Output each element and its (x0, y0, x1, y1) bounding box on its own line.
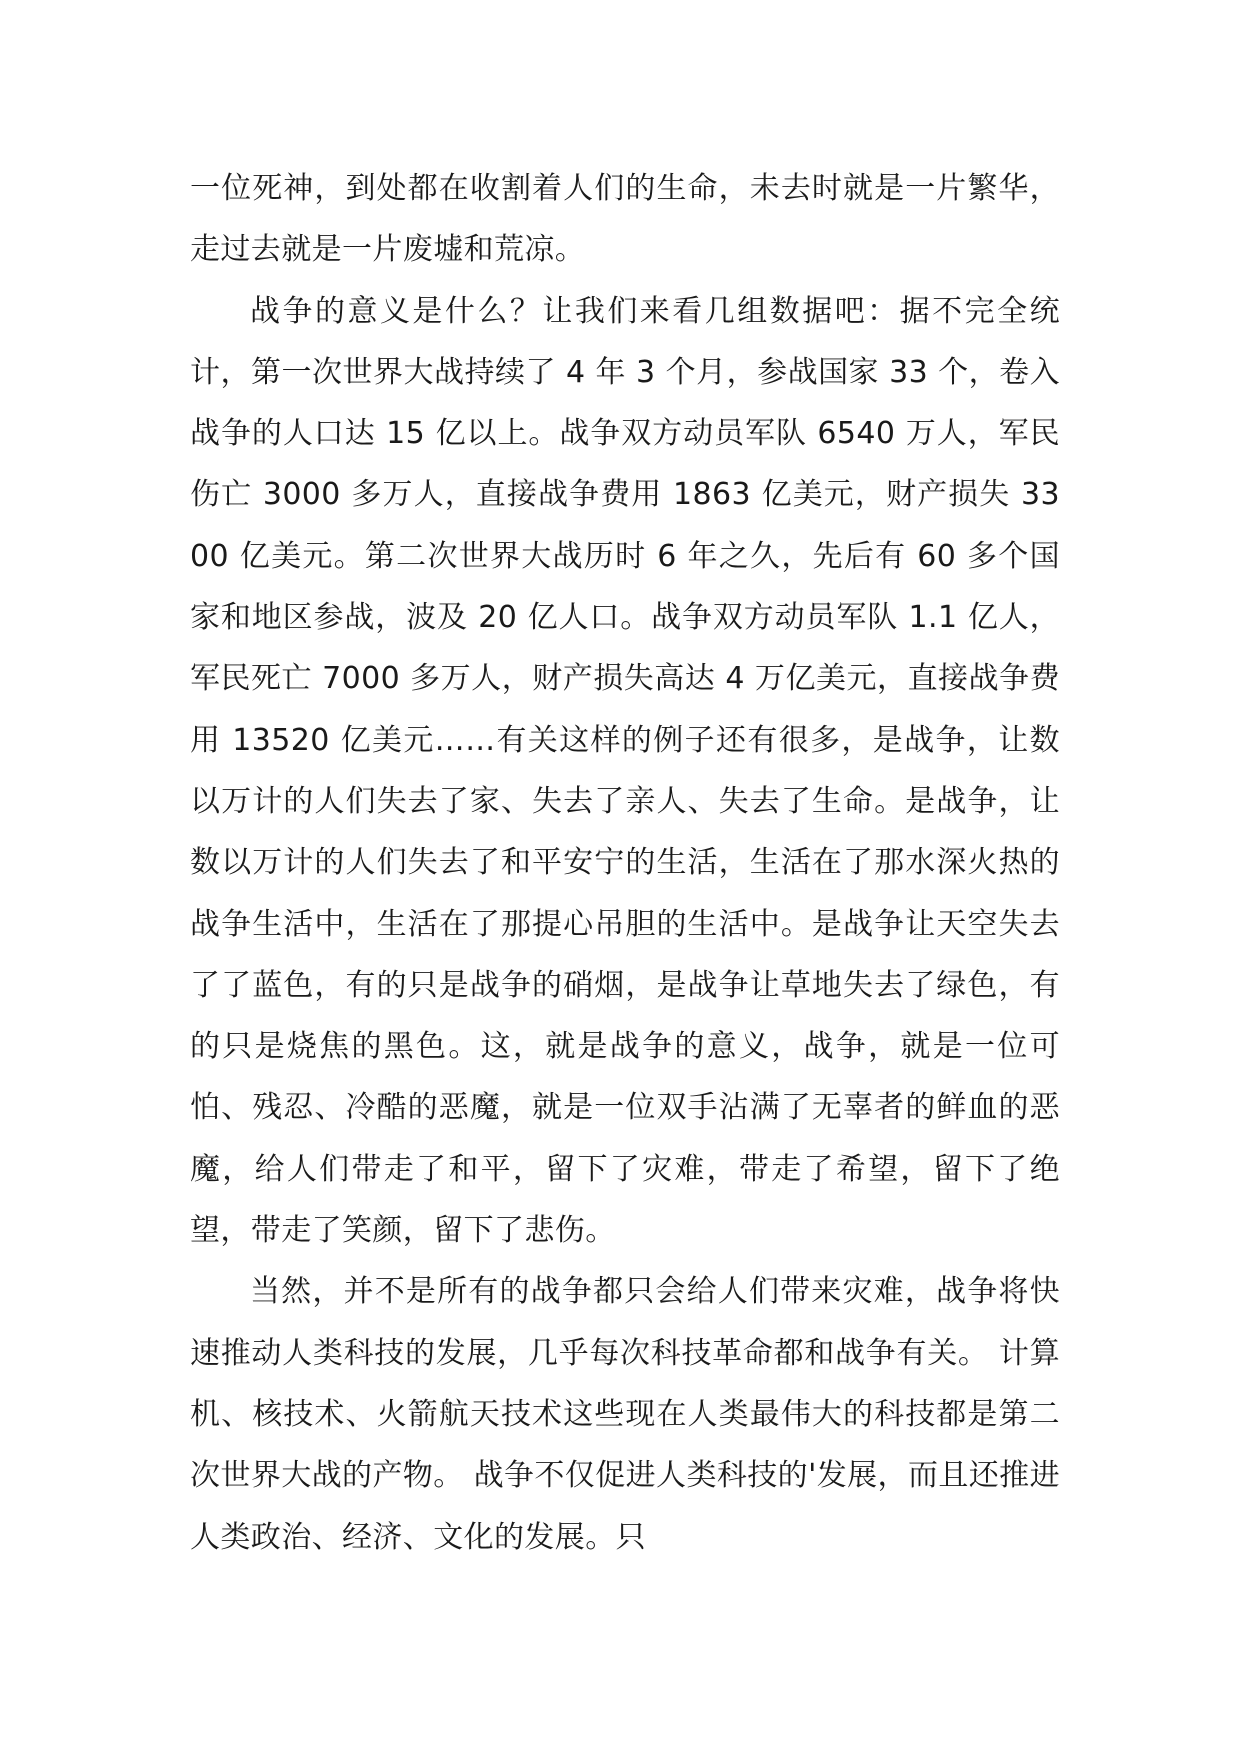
paragraph-3: 当然，并不是所有的战争都只会给人们带来灾难，战争将快速推动人类科技的发展，几乎每次科技革命都和战争有关。 计算机、核技术、火箭航天技术这些现在人类最伟大的科技都是第二次世界大战的产物。 战争不仅促进人类科技的'发展，而且还推进人类政治、经济、文化的发展。只 (190, 1274, 1060, 1555)
paragraph-1: 一位死神，到处都在收割着人们的生命，未去时就是一片繁华，走过去就是一片废墟和荒凉。 (190, 171, 1060, 268)
document-body (190, 158, 1060, 1568)
paragraph-2: 战争的意义是什么？让我们来看几组数据吧：据不完全统计，第一次世界大战持续了 4 年 3 个月，参战国家 33 个，卷入战争的人口达 15 亿以上。战争双方动员军队 6540 万人，军民伤亡 3000 多万人，直接战争费用 1863 亿美元，财产损失 3300 亿美元。第二次世界大战历时 6 年之久，先后有 60 多个国家和地区参战，波及 20 亿人口。战争双方动员军队 1.1 亿人，军民死亡 7000 多万人，财产损失高达 4 万亿美元，直接战争费用 13520 亿美元……有关这样的例子还有很多，是战争，让数以万计的人们失去了家、失去了亲人、失去了生命。是战争，让数以万计的人们失去了和平安宁的生活，生活在了那水深火热的战争生活中，生活在了那提心吊胆的生活中。是战争让天空失去了了蓝色，有的只是战争的硝烟，是战争让草地失去了绿色，有的只是烧焦的黑色。这，就是战争的意义，战争，就是一位可怕、残忍、冷酷的恶魔，就是一位双手沾满了无辜者的鲜血的恶魔，给人们带走了和平，留下了灾难，带走了希望，留下了绝望，带走了笑颜，留下了悲伤。 (190, 293, 1060, 1249)
